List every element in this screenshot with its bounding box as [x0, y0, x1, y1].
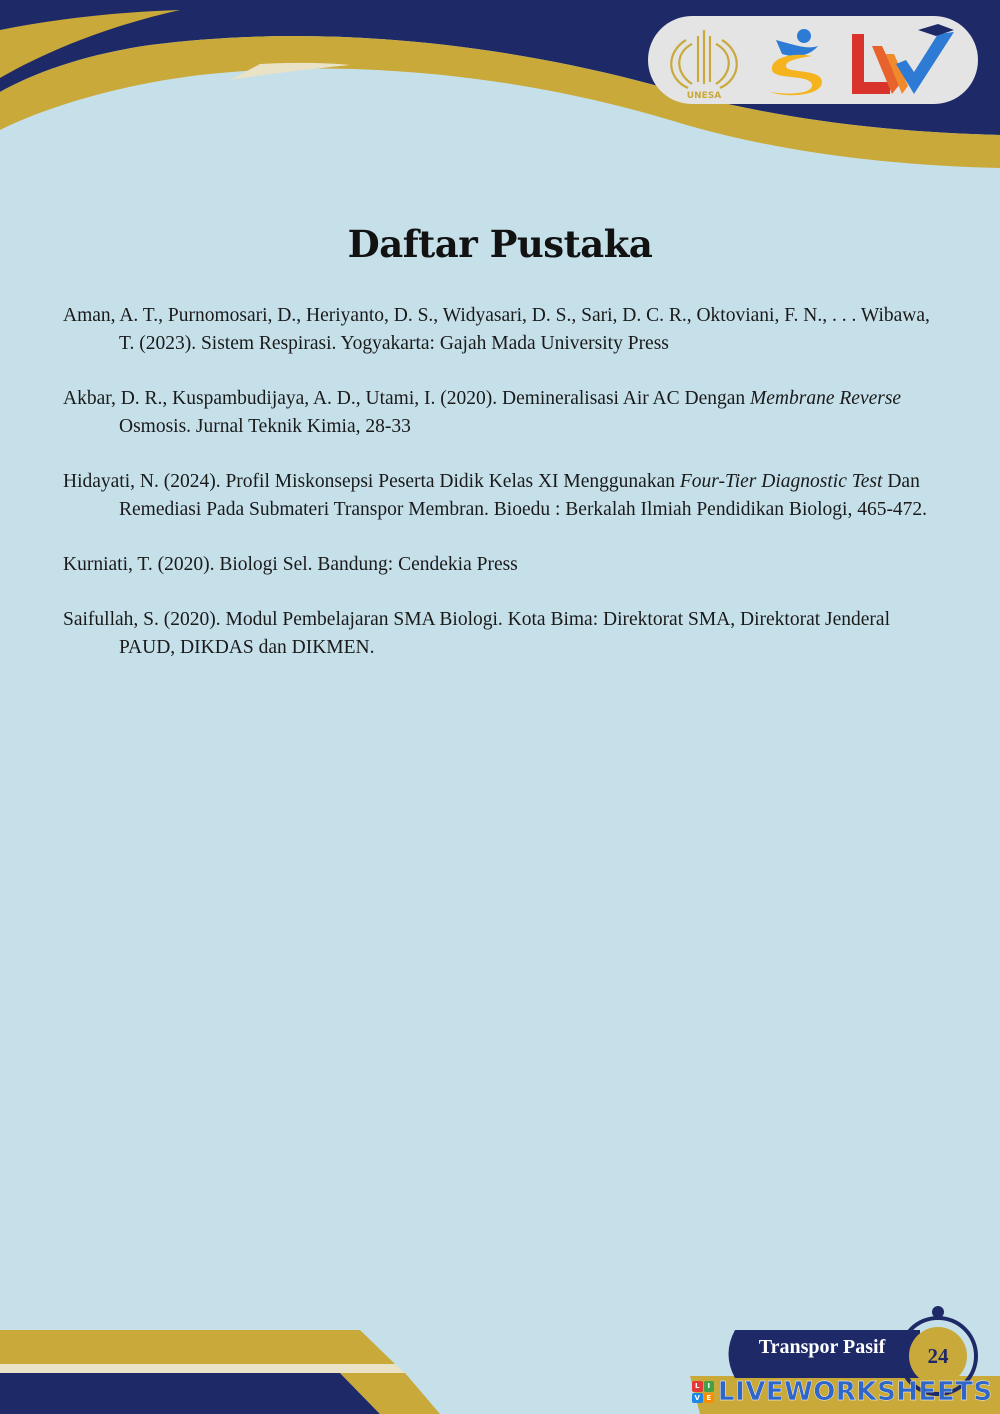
- watermark-text: LIVEWORKSHEETS: [718, 1377, 993, 1407]
- reference-text: Dan Remediasi Pada Submateri Transpor Membran. Bioedu : Berkalah Ilmiah Pendidikan Biologi, 465-472.: [119, 471, 928, 520]
- footer-label: Transpor Pasif: [758, 1336, 886, 1358]
- liveworksheets-grid-icon: [692, 1381, 714, 1403]
- watermark-grid-letter: V: [692, 1393, 703, 1404]
- reference-text: Saifullah, S. (2020). Modul Pembelajaran SMA Biologi. Kota Bima: Direktorat SMA, Direktorat Jenderal PAUD, DIKDAS dan DIKMEN.: [63, 609, 890, 658]
- page-title: Daftar Pustaka: [347, 222, 653, 266]
- unesa-logo: [662, 22, 746, 102]
- footer-gold-stripe-upper: [0, 1330, 395, 1364]
- reference-item: [63, 468, 943, 524]
- footer-light-stripe: [0, 1364, 405, 1373]
- watermark-grid-letter: E: [704, 1393, 715, 1404]
- page-number: 24: [927, 1344, 949, 1368]
- watermark-grid-letter: I: [704, 1381, 715, 1392]
- reference-item: [63, 606, 943, 662]
- s-figure-logo: [756, 24, 832, 100]
- reference-text: Kurniati, T. (2020). Biologi Sel. Bandung: Cendekia Press: [63, 554, 518, 575]
- reference-text: Hidayati, N. (2024). Profil Miskonsepsi Peserta Didik Kelas XI Menggunakan: [63, 471, 680, 492]
- liveworksheets-watermark[interactable]: [692, 1376, 993, 1408]
- page-number-dot: [932, 1306, 944, 1318]
- lv-checkmark-logo: [846, 24, 958, 102]
- footer-navy-stripe: [0, 1373, 380, 1414]
- reference-italic-text: Membrane Reverse: [750, 388, 902, 409]
- reference-item: [63, 385, 943, 441]
- reference-item: [63, 551, 943, 579]
- reference-item: [63, 302, 943, 358]
- reference-list: [63, 302, 943, 689]
- reference-text: Aman, A. T., Purnomosari, D., Heriyanto, D. S., Widyasari, D. S., Sari, D. C. R., Oktoviani, F. N., . . . Wibawa, T. (2023). Sistem Respirasi. Yogyakarta: Gajah Mada University Press: [63, 305, 930, 354]
- reference-text: Akbar, D. R., Kuspambudijaya, A. D., Utami, I. (2020). Demineralisasi Air AC Dengan: [63, 388, 751, 409]
- reference-text: Osmosis. Jurnal Teknik Kimia, 28-33: [119, 416, 411, 437]
- reference-italic-text: Four-Tier Diagnostic Test: [679, 471, 883, 492]
- svg-text:UNESA: UNESA: [686, 91, 722, 101]
- watermark-grid-letter: L: [692, 1381, 703, 1392]
